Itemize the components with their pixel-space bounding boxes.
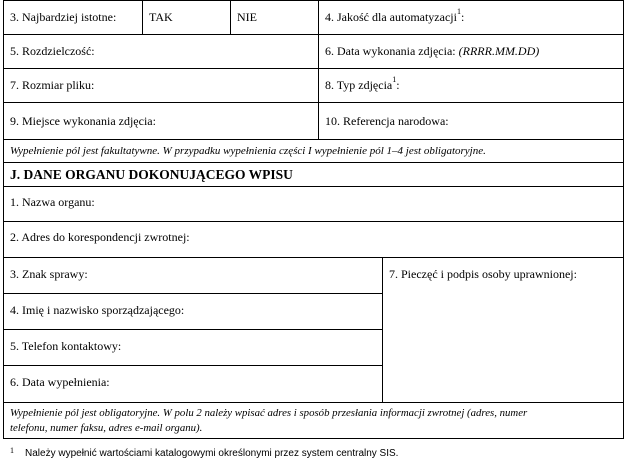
footnote-text: Należy wypełnić wartościami katalogowymi określonymi przez system centralny SIS. bbox=[25, 448, 399, 459]
field-label: 8. Typ zdjęcia$^1$: bbox=[325, 75, 400, 92]
option-label: TAK bbox=[149, 10, 173, 24]
field-label: 3. Najbardziej istotne: bbox=[10, 10, 117, 24]
date-format-hint: (RRRR.MM.DD) bbox=[458, 44, 540, 58]
section-title: J. DANE ORGANU DOKONUJĄCEGO WPISU bbox=[10, 167, 293, 182]
section-j-heading bbox=[3, 162, 624, 187]
note-text-line2: telefonu, numer faksu, adres e-mail organu). bbox=[10, 422, 203, 434]
field-typ-zdjecia[interactable] bbox=[318, 68, 624, 103]
option-nie[interactable] bbox=[230, 0, 319, 35]
field-label: 2. Adres do korespondencji zwrotnej: bbox=[10, 230, 190, 244]
field-label: 10. Referencja narodowa: bbox=[325, 114, 449, 128]
field-pieczec-podpis[interactable] bbox=[382, 257, 624, 403]
field-najbardziej-istotne[interactable] bbox=[3, 0, 143, 35]
field-label: 7. Rozmiar pliku: bbox=[10, 78, 95, 92]
note-text-line1: Wypełnienie pól jest obligatoryjne. W polu 2 należy wpisać adres i sposób przesłania informacji zwrotnej (adres, numer bbox=[10, 407, 528, 419]
note-obligatoryjne bbox=[3, 402, 624, 439]
field-label: 3. Znak sprawy: bbox=[10, 267, 88, 281]
field-label: 5. Rozdzielczość: bbox=[10, 44, 95, 58]
field-adres-korespondencji[interactable] bbox=[3, 221, 624, 258]
note-fakultatywne bbox=[3, 139, 624, 163]
field-label: 6. Data wypełnienia: bbox=[10, 375, 110, 389]
field-data-wykonania[interactable] bbox=[318, 34, 624, 69]
field-label: 4. Imię i nazwisko sporządzającego: bbox=[10, 303, 185, 317]
field-referencja-narodowa[interactable] bbox=[318, 102, 624, 140]
footnote-marker: 1 bbox=[392, 75, 397, 84]
footnote-marker: 1 bbox=[10, 446, 14, 455]
option-tak[interactable] bbox=[142, 0, 231, 35]
field-jakosc-automatyzacji[interactable] bbox=[318, 0, 624, 35]
field-rozdzielczosc[interactable] bbox=[3, 34, 319, 69]
field-telefon-kontaktowy[interactable] bbox=[3, 329, 383, 366]
field-label: 7. Pieczęć i podpis osoby uprawnionej: bbox=[389, 267, 577, 281]
field-data-wypelnienia[interactable] bbox=[3, 365, 383, 403]
field-label: 1. Nazwa organu: bbox=[10, 195, 95, 209]
field-label: 5. Telefon kontaktowy: bbox=[10, 339, 122, 353]
option-label: NIE bbox=[237, 10, 257, 24]
field-miejsce-wykonania[interactable] bbox=[3, 102, 319, 140]
field-rozmiar-pliku[interactable] bbox=[3, 68, 319, 103]
field-label: 9. Miejsce wykonania zdjęcia: bbox=[10, 114, 156, 128]
note-text: Wypełnienie pól jest fakultatywne. W przypadku wypełnienia części I wypełnienie pól 1–4 jest obligatoryjne. bbox=[10, 145, 486, 157]
field-label: 4. Jakość dla automatyzacji$^1$: bbox=[325, 7, 465, 24]
footnote-marker: 1 bbox=[456, 7, 461, 16]
field-znak-sprawy[interactable] bbox=[3, 257, 383, 294]
field-label: 6. Data wykonania zdjęcia: (RRRR.MM.DD) bbox=[325, 44, 540, 58]
field-imie-nazwisko[interactable] bbox=[3, 293, 383, 330]
field-nazwa-organu[interactable] bbox=[3, 186, 624, 222]
